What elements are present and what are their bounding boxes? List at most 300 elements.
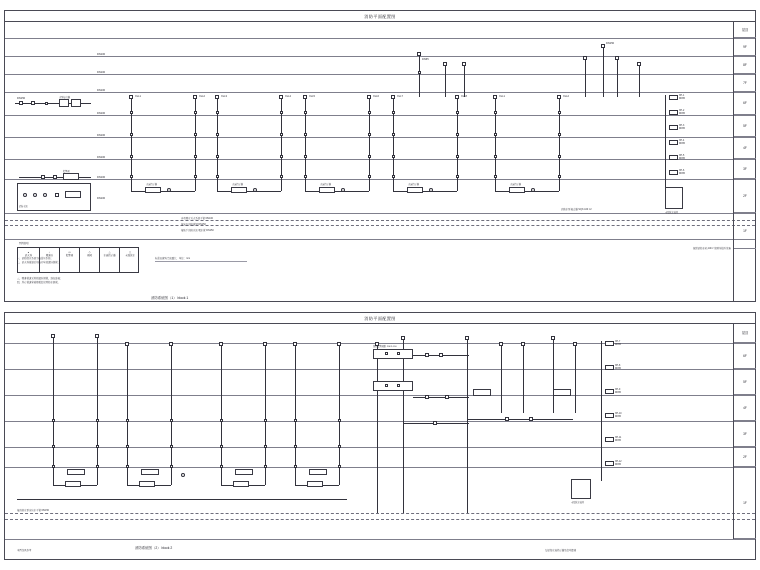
hydrant-box-label: XH-8 xyxy=(615,365,621,367)
row-tick: DN100 xyxy=(97,89,106,92)
sprinkler-head xyxy=(392,155,395,158)
pump-symbol xyxy=(43,193,47,197)
hydrant-box xyxy=(605,413,614,418)
valve-symbol xyxy=(637,62,641,66)
valve-symbol xyxy=(439,353,443,357)
legend-note: 三、喷淋管道采用热镀锌钢管，丝扣连接； xyxy=(17,277,63,280)
hydrant-box xyxy=(605,461,614,466)
sprinkler-head xyxy=(170,419,173,422)
floor-line xyxy=(5,447,755,448)
legend-text: 水流指示器 xyxy=(103,254,116,257)
hydrant-box-label: XH-11 xyxy=(615,437,622,439)
hydrant-symbol xyxy=(341,188,345,192)
right-floor-cell: 8F xyxy=(734,56,756,74)
dimension-note: 标高以建筑完成面计，单位：mm xyxy=(155,257,191,260)
valve-symbol xyxy=(445,395,449,399)
valve-symbol xyxy=(337,342,341,346)
equipment-label: 水流指示器 xyxy=(510,184,521,186)
riser-label: XH-2 xyxy=(199,95,205,98)
hydrant-box xyxy=(669,140,678,145)
floor-line xyxy=(5,213,755,214)
sprinkler-head xyxy=(194,111,197,114)
hydrant-symbol xyxy=(531,188,535,192)
hydrant-box xyxy=(669,155,678,160)
sprinkler-head xyxy=(304,111,307,114)
annotation-note: 自动喷水灭火系统干管 DN100 xyxy=(181,217,214,220)
sprinkler-head xyxy=(304,133,307,136)
valve-symbol xyxy=(41,175,45,179)
base-line xyxy=(5,539,755,540)
valve-symbol xyxy=(425,353,429,357)
ground-dashed-line xyxy=(5,513,755,514)
hydrant-box-note: DN65 xyxy=(679,98,685,100)
valve-symbol xyxy=(505,417,509,421)
sprinkler-head xyxy=(52,419,55,422)
floor-line xyxy=(5,92,755,93)
hydrant-box-note: DN65 xyxy=(615,464,621,466)
equipment-box xyxy=(65,191,81,198)
sprinkler-head xyxy=(494,111,497,114)
legend-symbol: ◻ xyxy=(129,251,131,254)
equipment-box xyxy=(145,187,161,193)
pipe-tag: DN150 xyxy=(17,97,26,100)
hydrant-box-label: XH-5 xyxy=(679,155,685,157)
right-floor-cell: 5F xyxy=(734,369,756,395)
riser-label: XH-7 xyxy=(397,95,403,98)
hydrant-symbol xyxy=(429,188,433,192)
valve-symbol xyxy=(465,336,469,340)
sprinkler-head xyxy=(338,445,341,448)
valve-symbol xyxy=(601,44,605,48)
annotation-note: 每层设水流指示器及信号蝶阀 xyxy=(545,549,577,552)
sprinkler-head xyxy=(368,155,371,158)
hydrant-box-label: XH-3 xyxy=(679,125,685,127)
hydrant-box-label: XH-7 xyxy=(615,341,621,343)
valve-symbol xyxy=(462,62,466,66)
valve-symbol xyxy=(193,95,197,99)
legend-symbol: ● xyxy=(27,251,30,254)
lower-panel-title: 消防平面配置图 xyxy=(5,313,755,324)
sprinkler-head xyxy=(280,155,283,158)
legend-cell xyxy=(120,248,140,272)
sprinkler-head xyxy=(130,155,133,158)
sprinkler-head xyxy=(216,133,219,136)
sprinkler-head xyxy=(294,445,297,448)
alarm-valve-box xyxy=(373,349,413,359)
hydrant-box-label: XH-6 xyxy=(679,170,685,172)
right-floor-cell: 3F xyxy=(734,159,756,179)
legend-symbol: ○ xyxy=(48,251,51,254)
row-tick: DN100 xyxy=(97,156,106,159)
hydrant-symbol xyxy=(167,188,171,192)
sprinkler-head xyxy=(194,133,197,136)
valve-symbol xyxy=(219,342,223,346)
floor-line xyxy=(5,115,755,116)
floor-line xyxy=(5,38,755,39)
sprinkler-head xyxy=(170,465,173,468)
right-floor-cell: 6F xyxy=(734,343,756,369)
equipment-box xyxy=(67,469,85,475)
annotation-note: 屋顶消防水箱 18m³ 设增压稳压设备 xyxy=(693,247,731,250)
equipment-box xyxy=(553,389,571,396)
valve-symbol xyxy=(53,175,57,179)
legend-text: 末端试水 xyxy=(125,254,135,257)
hydrant-box-note: DN65 xyxy=(679,143,685,145)
right-floor-cell: 7F xyxy=(734,74,756,92)
equipment-box xyxy=(59,99,69,107)
hydrant-box-note: DN65 xyxy=(615,416,621,418)
corner-note: 本图仅供参考 xyxy=(17,549,32,552)
sprinkler-head xyxy=(338,419,341,422)
hydrant-box xyxy=(669,170,678,175)
sprinkler-head xyxy=(216,111,219,114)
hydrant-box-label: XH-2 xyxy=(679,110,685,112)
equipment-box xyxy=(71,99,81,107)
row-tick: DN100 xyxy=(97,53,106,56)
branch-pipe xyxy=(305,191,369,192)
floor-line xyxy=(5,179,755,180)
riser-label: XH-4 xyxy=(285,95,291,98)
valve-symbol xyxy=(51,334,55,338)
equipment-box xyxy=(63,173,79,180)
sprinkler-head xyxy=(130,133,133,136)
riser-label: XH-2 xyxy=(563,95,569,98)
hydrant-box xyxy=(605,437,614,442)
branch-pipe xyxy=(413,397,469,398)
sprinkler-head xyxy=(280,133,283,136)
equipment-box xyxy=(407,187,423,193)
valve-symbol xyxy=(583,56,587,60)
legend-cell xyxy=(80,248,100,272)
equipment-box xyxy=(235,469,253,475)
sprinkler-head xyxy=(392,175,395,178)
sprinkler-head xyxy=(456,111,459,114)
riser-pipe xyxy=(53,335,54,485)
main-riser-pipe xyxy=(467,337,468,513)
hydrant-box-note: DN65 xyxy=(679,128,685,130)
valve-symbol xyxy=(367,95,371,99)
branch-pipe xyxy=(467,419,573,420)
equipment-box xyxy=(141,469,159,475)
equipment-box xyxy=(309,469,327,475)
sprinkler-head xyxy=(126,419,129,422)
pump-symbol xyxy=(33,193,37,197)
branch-pipe xyxy=(217,191,281,192)
alarm-valve-symbol xyxy=(385,352,388,355)
annotation-note: 消防水泵接合器 SQX-100 ×2 xyxy=(561,208,592,211)
floor-line xyxy=(5,421,755,422)
sprinkler-head xyxy=(338,465,341,468)
hydrant-symbol xyxy=(181,473,185,477)
lower-panel xyxy=(4,312,756,560)
valve-symbol xyxy=(417,52,421,56)
legend-symbol: ◇ xyxy=(88,251,91,254)
right-floor-cell: 5F xyxy=(734,115,756,137)
valve-symbol xyxy=(279,95,283,99)
hydrant-box-note: DN65 xyxy=(679,158,685,160)
hydrant-box xyxy=(605,341,614,346)
riser-label: XH-1 xyxy=(135,95,141,98)
right-floor-cell: 3F xyxy=(734,421,756,447)
sprinkler-head xyxy=(194,155,197,158)
sprinkler-head xyxy=(558,155,561,158)
sprinkler-head xyxy=(368,175,371,178)
sprinkler-head xyxy=(52,445,55,448)
right-floor-cell: 1F xyxy=(734,213,756,249)
legend-text: 报警阀 xyxy=(65,254,74,257)
right-floor-cell: 6F xyxy=(734,92,756,115)
valve-symbol xyxy=(433,421,437,425)
floor-line xyxy=(5,137,755,138)
ground-dashed-line-2 xyxy=(5,519,755,520)
valve-symbol xyxy=(493,95,497,99)
row-tick: DN100 xyxy=(97,197,106,200)
hydrant-box-label: XH-10 xyxy=(615,413,622,415)
sprinkler-head xyxy=(130,111,133,114)
sprinkler-head xyxy=(456,133,459,136)
valve-symbol xyxy=(303,95,307,99)
hydrant-box xyxy=(669,125,678,130)
right-floor-cell: 屋顶 xyxy=(734,324,756,343)
riser-label: XH-8 xyxy=(461,95,467,98)
sprinkler-head xyxy=(304,175,307,178)
base-line xyxy=(5,239,755,240)
annotation-note: 接室外消防管网 DN150 xyxy=(181,223,206,226)
sprinkler-head xyxy=(96,419,99,422)
sprinkler-head xyxy=(126,445,129,448)
equipment-label: 水流指示器 xyxy=(146,184,157,186)
legend-cell xyxy=(100,248,120,272)
valve-symbol xyxy=(455,95,459,99)
valve-symbol xyxy=(443,62,447,66)
row-tick: DN100 xyxy=(97,134,106,137)
riser-pipe xyxy=(575,343,576,413)
equipment-box xyxy=(319,187,335,193)
right-terminal-label: 末端试水装置 xyxy=(665,212,679,214)
riser-label: XH-1 xyxy=(499,95,505,98)
branch-pipe xyxy=(495,191,559,192)
alarm-valve-box xyxy=(373,381,413,391)
sprinkler-head xyxy=(558,133,561,136)
riser-pipe xyxy=(603,45,604,97)
floor-line xyxy=(5,74,755,75)
sprinkler-head xyxy=(280,111,283,114)
annotation-note: 接消防水泵房出水干管 DN150 xyxy=(17,509,50,512)
riser-pipe xyxy=(617,57,618,97)
row-tick: DN100 xyxy=(97,112,106,115)
equipment-label: 水流指示器 xyxy=(232,184,243,186)
sprinkler-head xyxy=(368,111,371,114)
sprinkler-head xyxy=(220,445,223,448)
sprinkler-head xyxy=(264,465,267,468)
pipe-tag: DN150 xyxy=(606,42,615,45)
legend-title: 图例说明 xyxy=(19,242,29,245)
hydrant-box-label: XH-4 xyxy=(679,140,685,142)
annotation-note: 接地下消防水池 吸水管 DN150 xyxy=(181,229,214,232)
sprinkler-head xyxy=(294,419,297,422)
equipment-label: 水流指示器 xyxy=(408,184,419,186)
sprinkler-head xyxy=(494,175,497,178)
sprinkler-head xyxy=(456,175,459,178)
valve-symbol xyxy=(169,342,173,346)
sprinkler-head xyxy=(96,445,99,448)
riser-pipe xyxy=(265,343,266,485)
riser-pipe xyxy=(445,63,446,97)
branch-pipe xyxy=(131,191,195,192)
valve-symbol xyxy=(263,342,267,346)
valve-symbol xyxy=(31,101,35,105)
hydrant-symbol xyxy=(253,188,257,192)
hydrant-box-label: XH-12 xyxy=(615,461,622,463)
row-tick: DN100 xyxy=(97,71,106,74)
riser-pipe xyxy=(639,63,640,97)
floor-line xyxy=(5,159,755,160)
equipment-box xyxy=(139,481,155,487)
sprinkler-head xyxy=(126,465,129,468)
pump-symbol xyxy=(23,193,27,197)
riser-pipe xyxy=(97,335,98,485)
upper-panel-title: 消防平面配置图 xyxy=(5,11,755,22)
legend-symbol: △ xyxy=(108,251,111,254)
equipment-box xyxy=(307,481,323,487)
right-floor-cell: 2F xyxy=(734,179,756,213)
legend-cell xyxy=(60,248,80,272)
hydrant-box-note: DN65 xyxy=(615,440,621,442)
legend-symbol: ▭ xyxy=(68,251,71,254)
valve-symbol xyxy=(529,417,533,421)
equipment-label: 消防水池 xyxy=(19,206,28,208)
right-floor-cell: 1F xyxy=(734,467,756,539)
riser-pipe xyxy=(339,343,340,485)
hydrant-box xyxy=(669,95,678,100)
right-terminal-box xyxy=(665,187,683,209)
equipment-box xyxy=(509,187,525,193)
valve-symbol xyxy=(615,56,619,60)
equipment-label: 水流指示器 xyxy=(320,184,331,186)
main-riser-pipe xyxy=(377,343,378,513)
ground-dashed-line xyxy=(5,220,755,221)
riser-pipe xyxy=(464,63,465,97)
floor-line xyxy=(5,395,755,396)
sprinkler-head xyxy=(494,133,497,136)
sprinkler-head xyxy=(494,155,497,158)
upper-panel-footer: 消防系统图（1） block 1 xyxy=(151,296,189,300)
right-floor-cell: 4F xyxy=(734,137,756,159)
valve-symbol xyxy=(215,95,219,99)
hydrant-box-note: DN65 xyxy=(615,368,621,370)
valve-symbol xyxy=(551,336,555,340)
sprinkler-head xyxy=(264,419,267,422)
riser-pipe xyxy=(221,343,222,485)
valve-symbol xyxy=(129,95,133,99)
riser-pipe xyxy=(171,343,172,485)
riser-pipe xyxy=(601,341,602,481)
sprinkler-head xyxy=(264,445,267,448)
equipment-box xyxy=(473,389,491,396)
riser-label: XH-6 xyxy=(373,95,379,98)
sprinkler-head xyxy=(392,133,395,136)
right-floor-cell: 9F xyxy=(734,38,756,56)
sprinkler-head xyxy=(368,133,371,136)
sprinkler-head xyxy=(558,111,561,114)
valve-symbol xyxy=(557,95,561,99)
valve-symbol xyxy=(499,342,503,346)
valve-symbol xyxy=(293,342,297,346)
row-tick: DN100 xyxy=(97,176,106,179)
hydrant-box-note: DN65 xyxy=(679,113,685,115)
legend-note: 四、所有管道穿越楼板处设置防水套管。 xyxy=(17,281,61,284)
riser-pipe xyxy=(553,337,554,413)
hydrant-box xyxy=(669,110,678,115)
floor-line xyxy=(5,467,755,468)
hydrant-box-label: XH-1 xyxy=(679,95,685,97)
valve-symbol xyxy=(19,101,23,105)
valve-symbol xyxy=(401,336,405,340)
riser-pipe xyxy=(523,343,524,413)
sprinkler-head xyxy=(216,155,219,158)
alarm-valve-symbol xyxy=(385,384,388,387)
branch-pipe xyxy=(17,499,347,500)
ground-dashed-line-2 xyxy=(5,225,755,226)
branch-pipe xyxy=(393,191,457,192)
sprinkler-head xyxy=(392,111,395,114)
hydrant-box xyxy=(605,389,614,394)
check-valve xyxy=(418,71,421,74)
right-terminal-label: 末端试水装置 xyxy=(571,502,585,504)
sprinkler-head xyxy=(170,445,173,448)
sprinkler-head xyxy=(294,465,297,468)
legend-note: 二、消火栓管道采用内外壁热镀锌钢管； xyxy=(17,261,61,264)
valve-symbol xyxy=(55,193,59,197)
right-floor-cell: 2F xyxy=(734,447,756,467)
right-floor-cell: 屋顶 xyxy=(734,22,756,38)
right-terminal-box xyxy=(571,479,591,499)
sprinkler-head xyxy=(130,175,133,178)
alarm-valve-symbol xyxy=(397,384,400,387)
right-floor-column xyxy=(733,22,756,302)
sprinkler-head xyxy=(216,175,219,178)
riser-pipe xyxy=(665,95,666,195)
riser-pipe xyxy=(127,343,128,485)
floor-line xyxy=(5,56,755,57)
lower-panel-footer: 消防系统图（2） block 2 xyxy=(135,546,173,550)
legend-note: 一、消防给水系统为临高压系统； xyxy=(17,257,53,260)
riser-label: XH-3 xyxy=(221,95,227,98)
sprinkler-head xyxy=(220,465,223,468)
sprinkler-head xyxy=(558,175,561,178)
alarm-valve-label: 湿式报警阀组 ZSFZ-150 xyxy=(373,346,397,348)
hydrant-box-note: DN65 xyxy=(615,344,621,346)
hydrant-box-note: DN65 xyxy=(615,392,621,394)
equipment-box xyxy=(231,187,247,193)
equipment-box xyxy=(233,481,249,487)
legend-text: 消火栓 xyxy=(24,254,33,257)
legend-text: 喷淋头 xyxy=(45,254,54,257)
main-riser-pipe xyxy=(403,337,404,513)
valve-symbol xyxy=(425,395,429,399)
riser-pipe xyxy=(585,57,586,97)
riser-pipe xyxy=(295,343,296,485)
valve-symbol xyxy=(125,342,129,346)
valve-symbol xyxy=(95,334,99,338)
right-floor-cell: 4F xyxy=(734,395,756,421)
equipment-box xyxy=(65,481,81,487)
equipment-label: 报警阀 xyxy=(63,171,70,173)
hydrant-box xyxy=(605,365,614,370)
hydrant-box-note: DN65 xyxy=(679,173,685,175)
hydrant-box-label: XH-9 xyxy=(615,389,621,391)
leader-line xyxy=(155,261,247,262)
